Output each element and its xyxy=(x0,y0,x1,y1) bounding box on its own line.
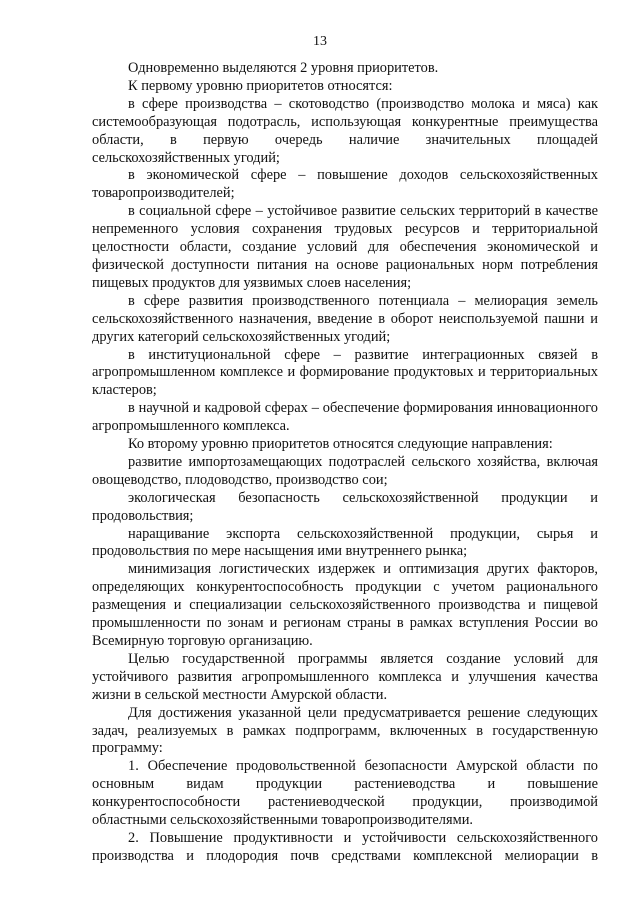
paragraph: в сфере производства – скотоводство (производство молока и мяса) как системообразующая подотрасль, использующая конкурентные преимущества области, в первую очередь наличие значительных площадей сельскохозяйственных угодий; xyxy=(92,95,598,166)
paragraph: в сфере развития производственного потенциала – мелиорация земель сельскохозяйственного назначения, введение в оборот неиспользуемой пашни и других категорий сельскохозяйственных угодий; xyxy=(92,292,598,345)
paragraph: Одновременно выделяются 2 уровня приоритетов. xyxy=(128,60,439,76)
paragraph: экологическая безопасность сельскохозяйственной продукции и продовольствия; xyxy=(92,489,598,524)
paragraph: Ко второму уровню приоритетов относятся следующие направления: xyxy=(128,436,553,453)
paragraph: минимизация логистических издержек и оптимизация других факторов, определяющих конкурентоспособность продукции с учетом рационального размещения и специализации сельскохозяйственного производства и пищевой промышленности по зонам и регионам страны в рамках вступления России во Всемирную торговую организацию. xyxy=(92,561,598,649)
paragraph: в социальной сфере – устойчивое развитие сельских территорий в качестве непременного условия сохранения трудовых ресурсов и территориальной целостности области, создание условий для обеспечения экономической и физической доступности питания на основе рациональных норм потребления пищевых продуктов для уязвимых слоев населения; xyxy=(92,203,598,291)
paragraph: наращивание экспорта сельскохозяйственной продукции, сырья и продовольствия по мере насыщения ими внутреннего рынка; xyxy=(92,525,598,560)
paragraph: 2. Повышение продуктивности и устойчивости сельскохозяйственного производства и плодородия почв средствами комплексной мелиорации в xyxy=(92,829,598,864)
paragraph: развитие импортозамещающих подотраслей сельского хозяйства, включая овощеводство, плодоводство, производство сои; xyxy=(92,453,598,488)
page-number: 13 xyxy=(313,34,327,49)
paragraph: 1. Обеспечение продовольственной безопасности Амурской области по основным видам продукции растениеводства и повышение конкурентоспособности растениеводческой продукции, производимой областными сельскохозяйственными товаропроизводителями. xyxy=(92,758,598,829)
document-body xyxy=(92,60,598,866)
paragraph: в институциональной сфере – развитие интеграционных связей в агропромышленном комплексе и формирование продуктовых и территориальных кластеров; xyxy=(92,346,598,399)
paragraph: Целью государственной программы является создание условий для устойчивого развития агропромышленного комплекса и улучшения качества жизни в сельской местности Амурской области. xyxy=(92,650,598,703)
paragraph: в научной и кадровой сферах – обеспечение формирования инновационного агропромышленного комплекса. xyxy=(92,400,598,435)
paragraph: К первому уровню приоритетов относятся: xyxy=(128,77,393,94)
paragraph: в экономической сфере – повышение доходов сельскохозяйственных товаропроизводителей; xyxy=(92,167,598,202)
paragraph: Для достижения указанной цели предусматривается решение следующих задач, реализуемых в рамках подпрограмм, включенных в государственную программу: xyxy=(92,704,598,757)
